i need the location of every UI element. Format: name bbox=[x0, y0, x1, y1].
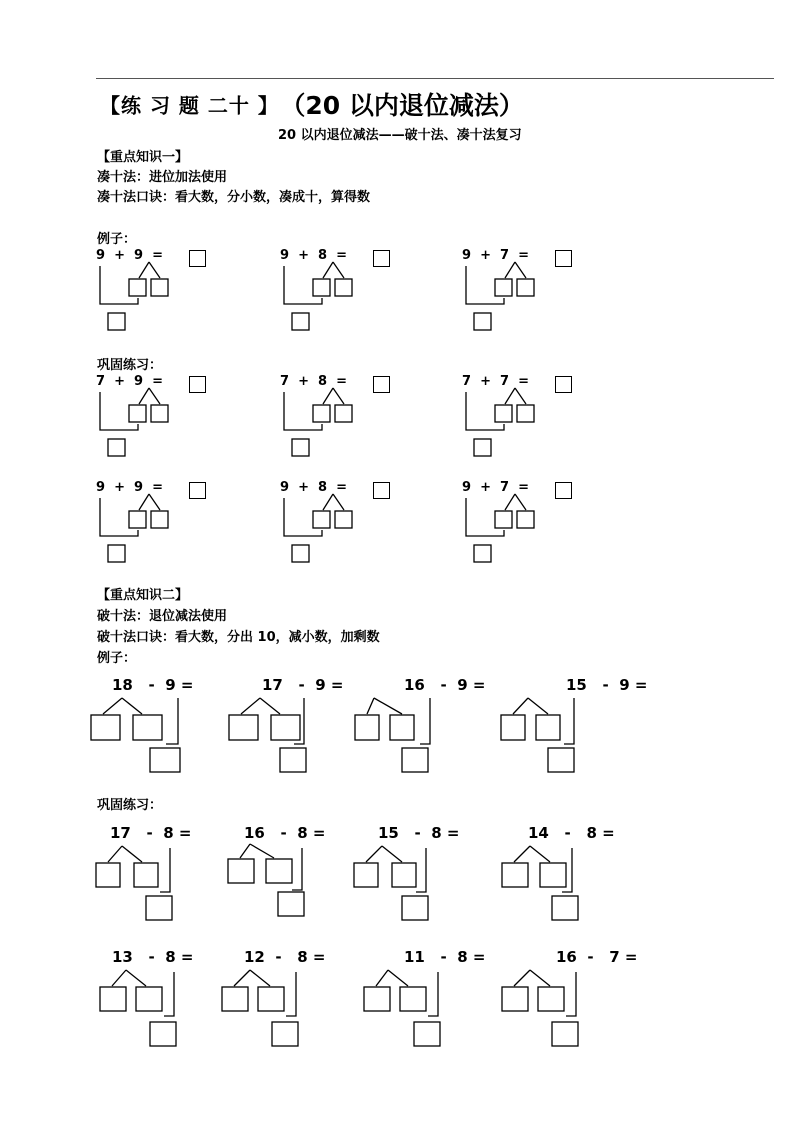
add-equation: 9 + 9 = bbox=[96, 480, 164, 495]
section1-rule: 凑十法：进位加法使用 bbox=[97, 170, 228, 185]
sub-equation: 13 - 8 = bbox=[112, 948, 194, 966]
sub-equation: 16 - 9 = bbox=[404, 676, 486, 694]
add-equation: 7 + 9 = bbox=[96, 374, 164, 389]
section1-practice-label: 巩固练习： bbox=[97, 358, 163, 373]
add-equation: 9 + 8 = bbox=[280, 248, 348, 263]
add-equation: 9 + 9 = bbox=[96, 248, 164, 263]
sub-equation: 16 - 8 = bbox=[244, 824, 326, 842]
sub-problem bbox=[500, 948, 700, 1042]
sub-equation: 15 - 8 = bbox=[378, 824, 460, 842]
sub-equation: 12 - 8 = bbox=[244, 948, 326, 966]
add-problem bbox=[280, 250, 420, 330]
add-equation: 9 + 8 = bbox=[280, 480, 348, 495]
page-title bbox=[100, 86, 524, 122]
section1-heading: 【重点知识一】 bbox=[97, 150, 189, 165]
add-problem bbox=[462, 250, 602, 330]
section1-mnemonic: 凑十法口诀：看大数，分小数，凑成十，算得数 bbox=[97, 190, 371, 205]
add-equation: 9 + 7 = bbox=[462, 248, 530, 263]
section2-example-label: 例子： bbox=[97, 651, 137, 666]
add-equation: 7 + 8 = bbox=[280, 374, 348, 389]
add-problem bbox=[462, 376, 602, 456]
sub-equation: 18 - 9 = bbox=[112, 676, 194, 694]
sub-equation: 14 - 8 = bbox=[528, 824, 615, 842]
sub-equation: 15 - 9 = bbox=[566, 676, 648, 694]
add-problem bbox=[96, 376, 236, 456]
add-problem bbox=[280, 482, 420, 562]
section2-heading: 【重点知识二】 bbox=[97, 588, 189, 603]
add-equation: 7 + 7 = bbox=[462, 374, 530, 389]
add-problem bbox=[462, 482, 602, 562]
section1-example-label: 例子： bbox=[97, 232, 137, 247]
section2-rule: 破十法：退位减法使用 bbox=[97, 609, 228, 624]
sub-equation: 17 - 8 = bbox=[110, 824, 192, 842]
title-label: 【练 习 题 二十 】 bbox=[100, 93, 279, 118]
add-equation: 9 + 7 = bbox=[462, 480, 530, 495]
page-subtitle: 20 以内退位减法——破十法、凑十法复习 bbox=[278, 128, 522, 143]
add-problem bbox=[96, 250, 236, 330]
title-main: （20 以内退位减法） bbox=[292, 91, 524, 120]
top-rule bbox=[96, 78, 774, 79]
sub-problem bbox=[500, 824, 700, 918]
sub-equation: 11 - 8 = bbox=[404, 948, 486, 966]
section2-mnemonic: 破十法口诀：看大数，分出 10，减小数，加剩数 bbox=[97, 630, 380, 645]
sub-problem bbox=[498, 676, 698, 770]
sub-equation: 16 - 7 = bbox=[556, 948, 638, 966]
sub-equation: 17 - 9 = bbox=[262, 676, 344, 694]
add-problem bbox=[280, 376, 420, 456]
add-problem bbox=[96, 482, 236, 562]
section2-practice-label: 巩固练习： bbox=[97, 798, 163, 813]
